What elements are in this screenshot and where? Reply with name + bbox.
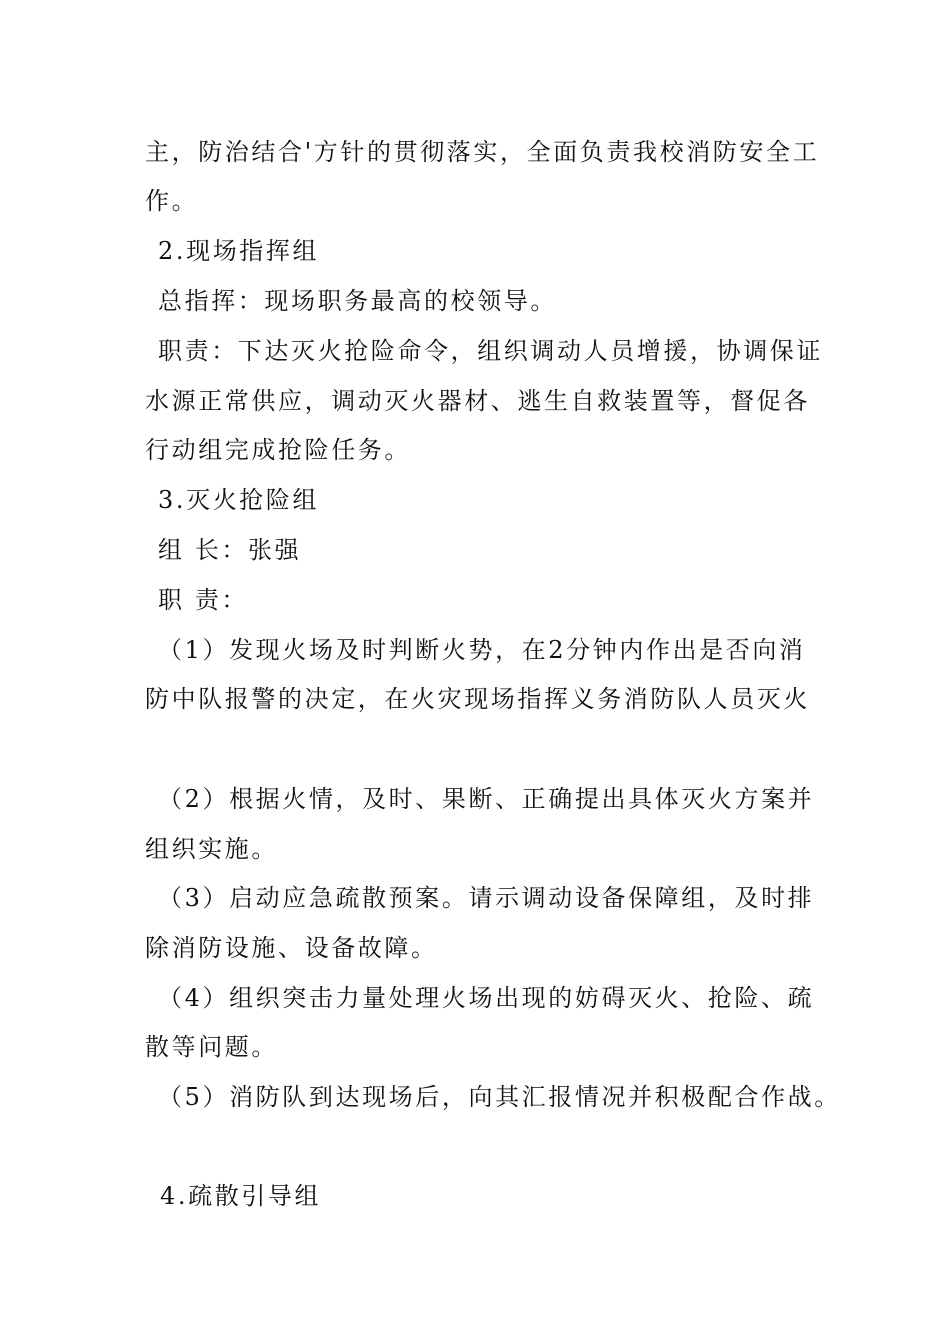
section-heading: 4.疏散引导组 <box>160 1182 322 1210</box>
text-line: 职 责： <box>158 586 249 614</box>
text-line: （2）根据火情，及时、果断、正确提出具体灭火方案并 <box>158 785 815 813</box>
text-line: （1）发现火场及时判断火势，在2分钟内作出是否向消 <box>158 636 806 664</box>
text-line: 职责：下达灭火抢险命令，组织调动人员增援，协调保证 <box>158 337 823 365</box>
text-line: （3）启动应急疏散预案。请示调动设备保障组，及时排 <box>158 884 815 912</box>
text-line: 散等问题。 <box>145 1033 278 1061</box>
text-line: 除消防设施、设备故障。 <box>145 934 438 962</box>
text-line: （5）消防队到达现场后，向其汇报情况并积极配合作战。 <box>158 1083 841 1111</box>
text-line: 主，防治结合'方针的贯彻落实，全面负责我校消防安全工 <box>145 138 820 166</box>
section-heading: 2.现场指挥组 <box>158 237 320 265</box>
text-line: 防中队报警的决定，在火灾现场指挥义务消防队人员灭火 <box>145 685 810 713</box>
text-line: 行动组完成抢险任务。 <box>145 436 411 464</box>
text-line: 作。 <box>145 187 199 215</box>
text-line: 总指挥：现场职务最高的校领导。 <box>158 287 557 315</box>
text-line: 水源正常供应，调动灭火器材、逃生自救装置等，督促各 <box>145 387 810 415</box>
text-line: 组 长：张强 <box>158 536 302 564</box>
section-heading: 3.灭火抢险组 <box>158 486 320 514</box>
text-line: 组织实施。 <box>145 835 278 863</box>
text-line: （4）组织突击力量处理火场出现的妨碍灭火、抢险、疏 <box>158 984 815 1012</box>
